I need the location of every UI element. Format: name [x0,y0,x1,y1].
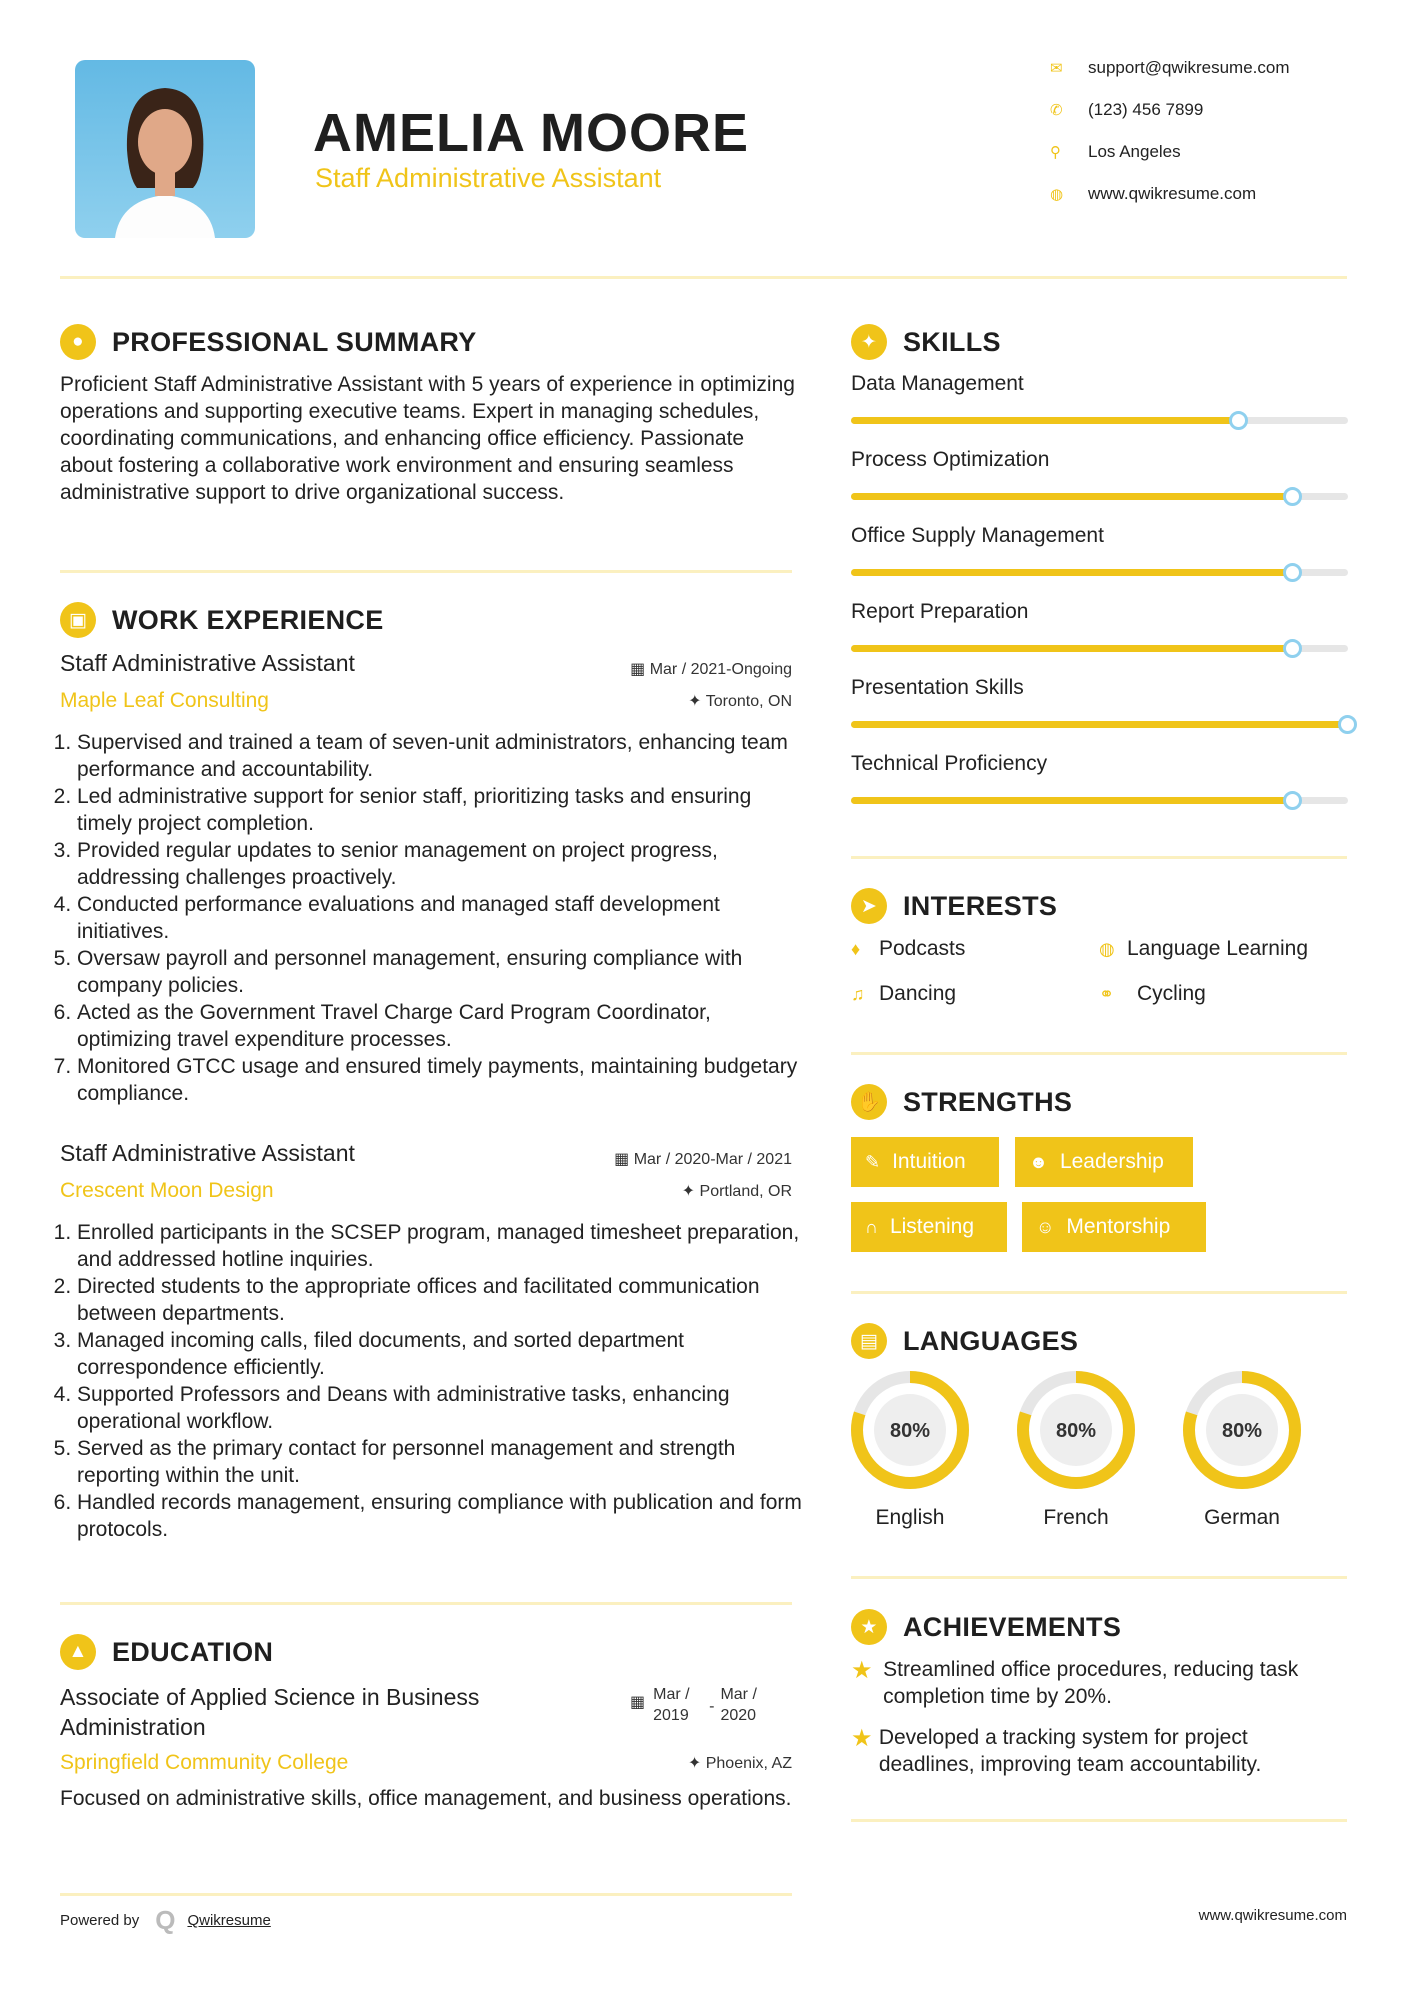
list-item: 5. Served as the primary contact for personnel management and strength reporting within the unit. [77,1435,802,1489]
language-ring [1181,1369,1303,1491]
skill-label: Process Optimization [851,448,1050,471]
star-badge-icon: ★ [851,1609,887,1645]
strength-chip: ☻ Leadership [1015,1137,1193,1187]
pin-icon: ✦ [681,1183,700,1200]
calendar-icon: ▦ [614,1151,634,1168]
contact-website[interactable]: ◍ www.qwikresume.com [1050,184,1257,203]
strength-chip: ✎ Intuition [851,1137,999,1187]
strength-chip: ☺ Mentorship [1022,1202,1206,1252]
strength-chip: ∩ Listening [851,1202,1007,1252]
skill-bar [851,645,1348,652]
list-item: 2. Directed students to the appropriate offices and facilitated communication between departments. [77,1273,802,1327]
job-company: Crescent Moon Design [60,1179,274,1202]
calendar-icon: ▦ [630,661,650,678]
users-icon: ☻ [1029,1151,1048,1172]
languages-heading: ▤ LANGUAGES [851,1323,1078,1359]
star-icon: ★ [851,1657,873,1684]
briefcase-icon: ▣ [60,602,96,638]
interest-item: ♦ Podcasts [851,937,966,960]
list-item: 7. Monitored GTCC usage and ensured timely payments, maintaining budgetary compliance. [77,1053,802,1107]
skill-bar-fill [851,645,1293,652]
job-location: ✦ Toronto, ON [688,693,792,710]
language-percent: 80% [1221,1420,1263,1442]
contact-email[interactable]: ✉ support@qwikresume.com [1050,58,1290,77]
strengths-heading: ✋ STRENGTHS [851,1084,1072,1120]
list-item: 1. Enrolled participants in the SCSEP program, managed timesheet preparation, and addressed hotline inquiries. [77,1219,802,1273]
contact-phone[interactable]: ✆ (123) 456 7899 [1050,100,1204,119]
candidate-name: AMELIA MOORE [313,103,749,163]
job-date: ▦ Mar / 2021-Ongoing [630,661,792,678]
language-label: French [1043,1506,1109,1529]
divider [851,1819,1347,1822]
skill-bar-fill [851,797,1293,804]
job-title: Staff Administrative Assistant [60,1140,355,1166]
list-item: 2. Led administrative support for senior staff, prioritizing tasks and ensuring timely project completion. [77,783,802,837]
globe-icon: ◍ [1050,186,1064,203]
divider [60,570,792,573]
footer-brand-link[interactable]: Qwikresume [187,1912,271,1929]
contact-location: ⚲ Los Angeles [1050,142,1181,161]
interest-item: ♫ Dancing [851,982,957,1005]
interest-item: ◍ Language Learning [1099,937,1309,960]
profile-photo [75,60,255,238]
education-location: ✦ Phoenix, AZ [687,1755,792,1772]
skill-bar [851,417,1348,424]
skill-bar [851,493,1348,500]
skill-bar-fill [851,417,1239,424]
bicycle-icon: ⚭ [1099,983,1115,1004]
school-name: Springfield Community College [60,1751,349,1774]
paper-plane-icon: ➤ [851,888,887,924]
summary-heading: ● PROFESSIONAL SUMMARY [60,324,477,360]
skill-label: Report Preparation [851,600,1029,623]
skill-label: Office Supply Management [851,524,1104,547]
education-heading: ▲ EDUCATION [60,1634,273,1670]
skill-label: Data Management [851,372,1024,395]
music-note-icon: ♫ [851,983,865,1004]
skill-label: Presentation Skills [851,676,1024,699]
footer-url[interactable]: www.qwikresume.com [1198,1907,1347,1924]
globe-icon: ◍ [1099,938,1115,959]
language-ring [849,1369,971,1491]
skill-bar-fill [851,493,1293,500]
hand-icon: ✋ [851,1084,887,1120]
skills-heading: ✦ SKILLS [851,324,1001,360]
summary-text: Proficient Staff Administrative Assistant with 5 years of experience in optimizing operations and supporting executive teams. Expert in managing schedules, coordinating communications, and enhancing office efficiency. Passionate about fostering a collaborative work environment and ensuring seamless administrative support to drive organizational success. [60,373,795,504]
calendar-icon: ▦ [630,1694,646,1711]
job-company: Maple Leaf Consulting [60,689,269,712]
skill-bar [851,797,1348,804]
achievement-item: ★ Streamlined office procedures, reducing task completion time by 20%. [851,1657,1299,1708]
skill-knob[interactable] [1338,715,1357,734]
list-item: 6. Acted as the Government Travel Charge Card Program Coordinator, optimizing travel expenditure processes. [77,999,802,1053]
skill-bar [851,569,1348,576]
pin-icon: ✦ [688,693,706,710]
language-ring [1015,1369,1137,1491]
job-title: Staff Administrative Assistant [60,650,355,676]
language-icon: ▤ [851,1323,887,1359]
skill-bar [851,721,1348,728]
list-item: 6. Handled records management, ensuring compliance with publication and form protocols. [77,1489,802,1543]
degree-title: Associate of Applied Science in Business Administration [60,1684,480,1740]
divider [851,1052,1347,1055]
skill-bar-fill [851,569,1293,576]
divider [60,1602,792,1605]
skill-knob[interactable] [1283,791,1302,810]
skill-knob[interactable] [1283,563,1302,582]
divider [60,1893,792,1896]
list-item: 3. Managed incoming calls, filed documents, and sorted department correspondence efficiently. [77,1327,802,1381]
job-duties-list [57,729,802,1107]
achievements-heading: ★ ACHIEVEMENTS [851,1609,1121,1645]
skill-bar-fill [851,721,1348,728]
language-percent: 80% [889,1420,931,1442]
education-dates: ▦ Mar / 2019 - Mar / 2020 [630,1686,757,1724]
divider [851,1291,1347,1294]
list-item: 5. Oversaw payroll and personnel management, ensuring compliance with company policies. [77,945,802,999]
headphones-icon: ∩ [865,1216,878,1237]
skill-knob[interactable] [1283,487,1302,506]
skill-knob[interactable] [1229,411,1248,430]
language-label: English [875,1506,945,1529]
job-location: ✦ Portland, OR [681,1183,792,1200]
language-label: German [1204,1506,1280,1529]
skill-knob[interactable] [1283,639,1302,658]
interests-heading: ➤ INTERESTS [851,888,1057,924]
list-item: 4. Supported Professors and Deans with administrative tasks, enhancing operational workflow. [77,1381,802,1435]
language-percent: 80% [1055,1420,1097,1442]
list-item: 3. Provided regular updates to senior management on project progress, addressing challenges proactively. [77,837,802,891]
location-pin-icon: ⚲ [1050,144,1061,161]
divider [851,1576,1347,1579]
header-divider [60,276,1347,279]
user-plus-icon: ☺ [1036,1216,1055,1237]
experience-heading: ▣ WORK EXPERIENCE [60,602,384,638]
star-icon: ★ [851,1725,873,1752]
job-date: ▦ Mar / 2020-Mar / 2021 [614,1151,792,1168]
lightbulb-icon: ✦ [851,324,887,360]
microphone-icon: ♦ [851,938,861,959]
candidate-role: Staff Administrative Assistant [315,163,662,193]
list-item: 4. Conducted performance evaluations and managed staff development initiatives. [77,891,802,945]
divider [851,856,1347,859]
interest-item: ⚭ Cycling [1099,982,1206,1005]
envelope-icon: ✉ [1050,60,1063,77]
phone-icon: ✆ [1050,102,1063,119]
footer-powered: Powered by Q Qwikresume [60,1905,271,1935]
magic-wand-icon: ✎ [865,1151,881,1172]
job-duties-list [57,1219,802,1543]
user-icon: ● [60,324,96,360]
achievement-item: ★ Developed a tracking system for project deadlines, improving team accountability. [851,1725,1262,1776]
education-text: Focused on administrative skills, office management, and business operations. [60,1787,792,1810]
graduation-icon: ▲ [60,1634,96,1670]
list-item: 1. Supervised and trained a team of seven-unit administrators, enhancing team performance and accountability. [77,729,802,783]
pin-icon: ✦ [687,1755,706,1772]
skill-label: Technical Proficiency [851,752,1048,775]
qwikresume-logo-icon: Q [155,1905,176,1935]
